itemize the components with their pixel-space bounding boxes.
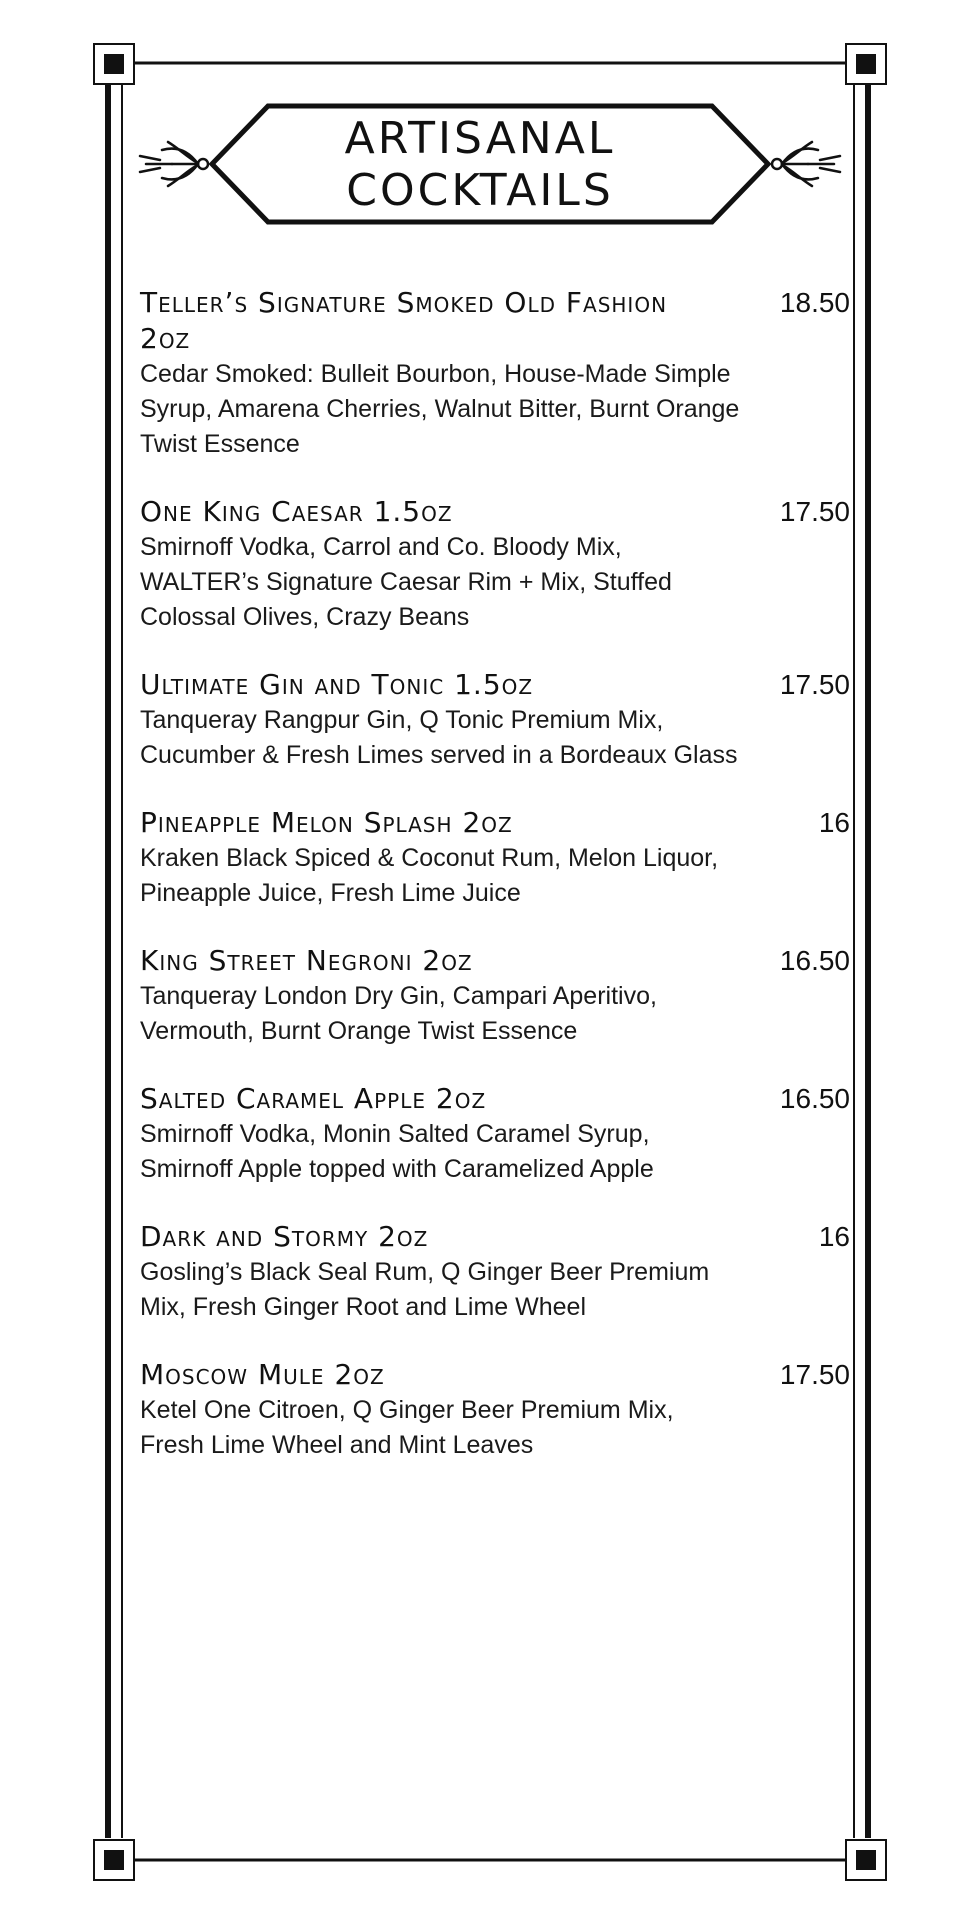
cocktail-name: King Street Negroni 2oz xyxy=(140,944,473,977)
corner-ornament-bottom-right xyxy=(846,1840,886,1880)
cocktail-description: Smirnoff Vodka, Monin Salted Caramel Syrup, Smirnoff Apple topped with Caramelized Apple xyxy=(140,1120,654,1183)
cocktail-name: Ultimate Gin and Tonic 1.5oz xyxy=(140,668,534,701)
cocktail-price: 16.50 xyxy=(779,945,850,976)
list-item xyxy=(140,805,850,911)
list-item xyxy=(140,494,850,635)
menu-title-line-2: COCKTAILS xyxy=(346,165,614,216)
cocktail-description: Ketel One Citroen, Q Ginger Beer Premium Mix, Fresh Lime Wheel and Mint Leaves xyxy=(140,1396,674,1459)
menu-title xyxy=(200,100,760,230)
list-item xyxy=(140,667,850,773)
cocktail-price: 17.50 xyxy=(779,496,850,527)
cocktail-list xyxy=(140,285,850,1495)
list-item xyxy=(140,285,850,462)
list-item xyxy=(140,1357,850,1463)
list-item xyxy=(140,943,850,1049)
corner-ornament-bottom-left xyxy=(94,1840,134,1880)
cocktail-price: 16.50 xyxy=(779,1083,850,1114)
cocktail-name: Moscow Mule 2oz xyxy=(140,1358,385,1391)
cocktail-description: Kraken Black Spiced & Coconut Rum, Melon Liquor, Pineapple Juice, Fresh Lime Juice xyxy=(140,844,719,907)
cocktail-name: One King Caesar 1.5oz xyxy=(140,495,453,528)
cocktail-price: 16 xyxy=(818,1221,850,1252)
cocktail-name: Teller’s Signature Smoked Old Fashion 2oz xyxy=(140,286,668,355)
cocktail-price: 16 xyxy=(818,807,850,838)
list-item xyxy=(140,1081,850,1187)
cocktail-name: Salted Caramel Apple 2oz xyxy=(140,1082,487,1115)
cocktail-price: 17.50 xyxy=(779,669,850,700)
cocktail-price: 18.50 xyxy=(779,287,850,318)
cocktail-name: Dark and Stormy 2oz xyxy=(140,1220,429,1253)
menu-title-line-1: ARTISANAL xyxy=(344,113,616,164)
cocktail-description: Cedar Smoked: Bulleit Bourbon, House-Made Simple Syrup, Amarena Cherries, Walnut Bitter, Burnt Orange Twist Essence xyxy=(140,360,740,458)
cocktail-description: Tanqueray Rangpur Gin, Q Tonic Premium Mix, Cucumber & Fresh Limes served in a Bordeaux Glass xyxy=(140,706,738,769)
cocktail-description: Gosling’s Black Seal Rum, Q Ginger Beer Premium Mix, Fresh Ginger Root and Lime Wheel xyxy=(140,1258,710,1321)
corner-ornament-top-right xyxy=(846,44,886,84)
cocktail-name: Pineapple Melon Splash 2oz xyxy=(140,806,513,839)
cocktail-description: Tanqueray London Dry Gin, Campari Aperitivo, Vermouth, Burnt Orange Twist Essence xyxy=(140,982,657,1045)
list-item xyxy=(140,1219,850,1325)
corner-ornament-top-left xyxy=(94,44,134,84)
cocktail-price: 17.50 xyxy=(779,1359,850,1390)
cocktail-description: Smirnoff Vodka, Carrol and Co. Bloody Mix, WALTER’s Signature Caesar Rim + Mix, Stuffed Colossal Olives, Crazy Beans xyxy=(140,533,672,631)
